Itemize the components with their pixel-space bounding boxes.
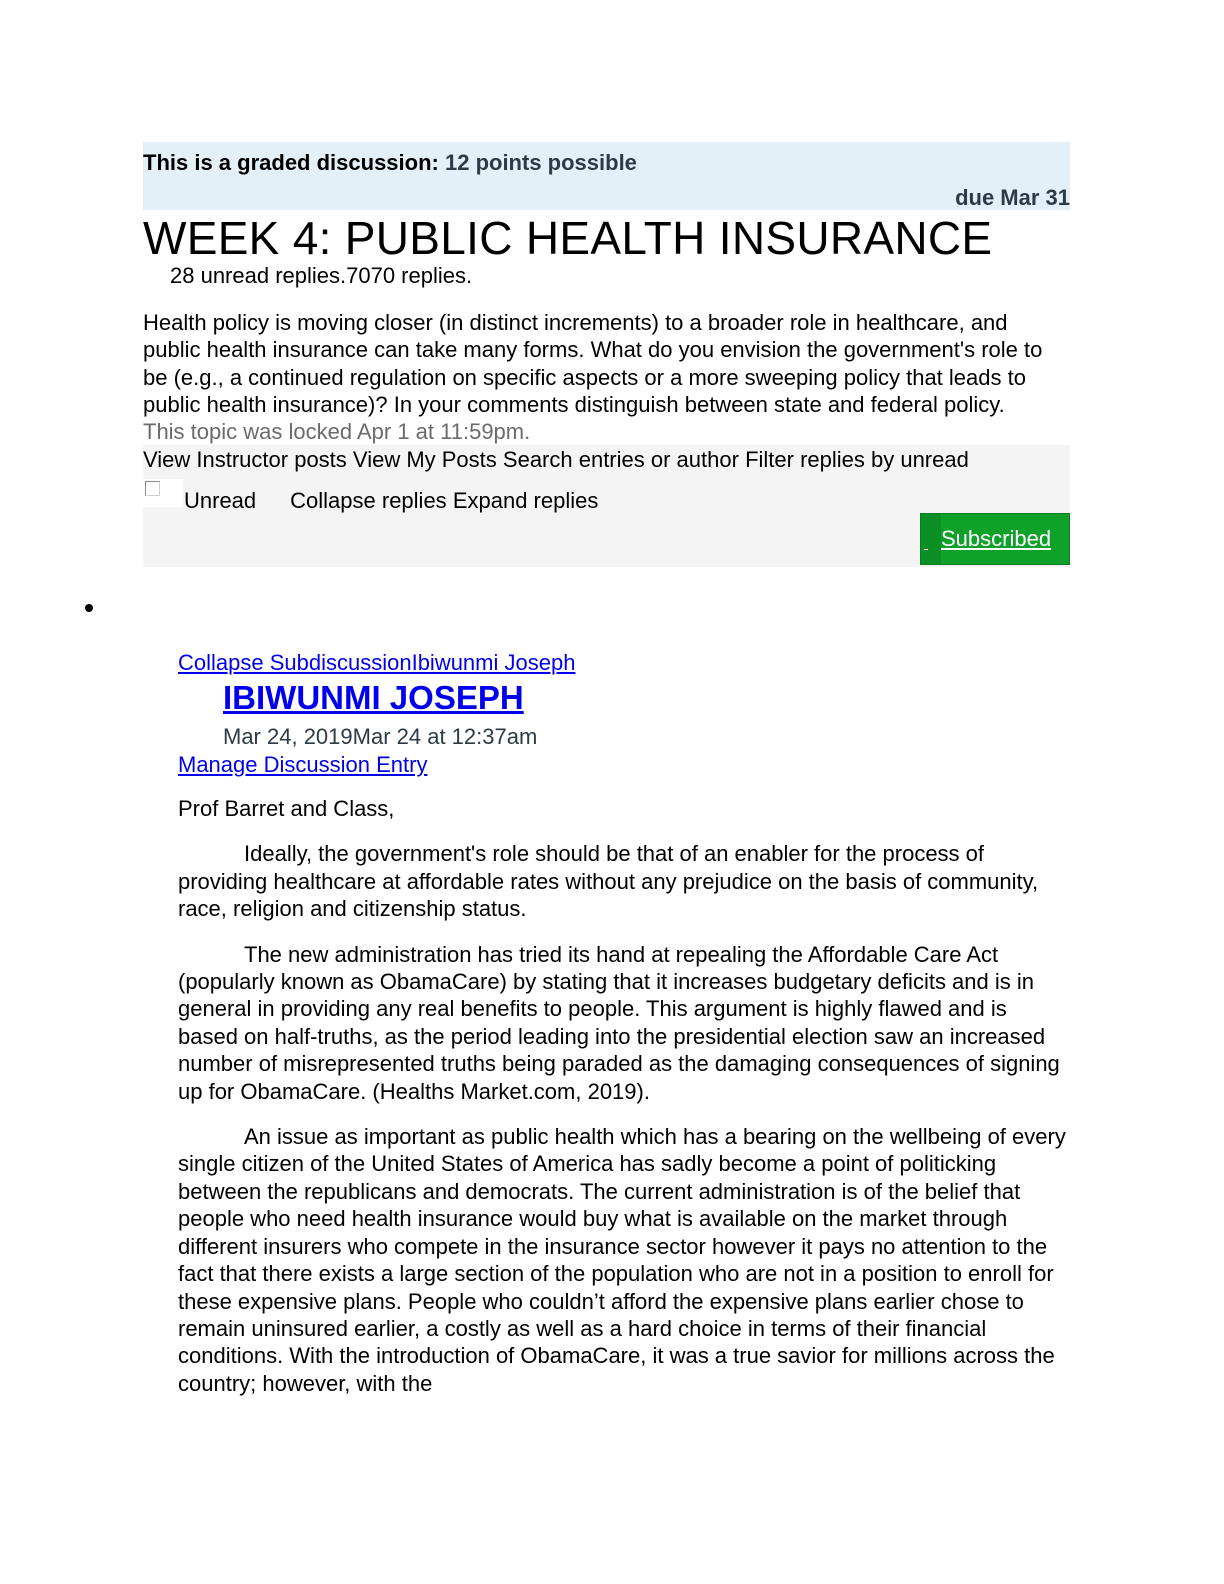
entry-greeting: Prof Barret and Class, [178,796,395,821]
manage-entry-row [178,751,1070,779]
graded-info [143,150,637,176]
list-bullet [85,604,93,612]
discussion-toolbar [143,445,1070,567]
filter-unread-label: Filter replies by unread [745,446,969,472]
entry-header-links [178,650,1070,676]
view-my-posts-button[interactable]: View My Posts [352,446,497,472]
due-date: due Mar 31 [955,185,1070,210]
topic-title: WEEK 4: PUBLIC HEALTH INSURANCE [143,212,993,264]
topic-prompt: Health policy is moving closer (in distinct increments) to a broader role in healthcare, and public health insurance can take many forms. What do you envision the government's role to be (e.g., a continued regulation on specific aspects or a more sweeping policy that leads to public health insurance)? In your comments distinguish between state and federal policy. [143,310,1043,418]
discussion-page [143,142,1070,567]
entry-timestamp: Mar 24, 2019Mar 24 at 12:37am [223,724,538,749]
collapse-subdiscussion-link[interactable]: Collapse Subdiscussion [178,650,412,675]
graded-label: This is a graded discussion: [143,150,439,175]
subscribed-icon [921,514,941,564]
discussion-entry [178,650,1070,1397]
manage-discussion-entry-link[interactable]: Manage Discussion Entry [178,752,428,777]
entry-paragraph: Ideally, the government's role should be that of an enabler for the process of providing healthcare at affordable rates without any prejudice on the basis of community, race, religion and citizenship status. [178,841,1039,922]
locked-notice: This topic was locked Apr 1 at 11:59pm. [143,418,531,444]
points-possible: 12 points possible [444,150,637,175]
expand-replies-button[interactable]: Expand replies [452,487,599,513]
author-link[interactable]: Ibiwunmi Joseph [411,650,576,675]
collapse-replies-button[interactable]: Collapse replies [290,487,447,513]
subscribed-label: Subscribed [941,525,1052,551]
unread-checkbox[interactable] [145,481,160,496]
entry-paragraph: The new administration has tried its hand at repealing the Affordable Care Act (popularly known as ObamaCare) by stating that it increases budgetary deficits and is in general in providing any real benefits to people. This argument is highly flawed and is based on half-truths, as the period leading into the presidential election saw an increased number of misrepresented truths being paraded as the damaging consequences of signing up for ObamaCare. (Healths Market.com, 2019). [178,941,1060,1104]
unread-checkbox-wrapper [143,479,183,507]
subscribed-button[interactable] [920,513,1070,565]
author-heading-link[interactable]: IBIWUNMI JOSEPH [223,679,524,716]
search-entries-input[interactable]: Search entries or author [502,446,739,472]
view-instructor-posts-button[interactable]: View Instructor posts [143,446,347,472]
graded-discussion-banner [143,142,1070,210]
entry-paragraph: An issue as important as public health which has a bearing on the wellbeing of every single citizen of the United States of America has sadly become a point of politicking between the republicans and democrats. The current administration is of the belief that people who need health insurance would buy what is available on the market through different insurers who compete in the insurance sector however it pays no attention to the fact that there exists a large section of the population who are not in a position to enroll for these expensive plans. People who couldn’t afford the expensive plans earlier chose to remain uninsured earlier, a costly as well as a hard choice in terms of their financial conditions. With the introduction of ObamaCare, it was a true savior for millions across the country; however, with the [178,1124,1066,1396]
toolbar-actions [143,447,969,473]
reply-counts: 28 unread replies.7070 replies. [170,263,473,288]
unread-label: Unread [184,487,257,513]
toolbar-row-2 [184,488,598,514]
